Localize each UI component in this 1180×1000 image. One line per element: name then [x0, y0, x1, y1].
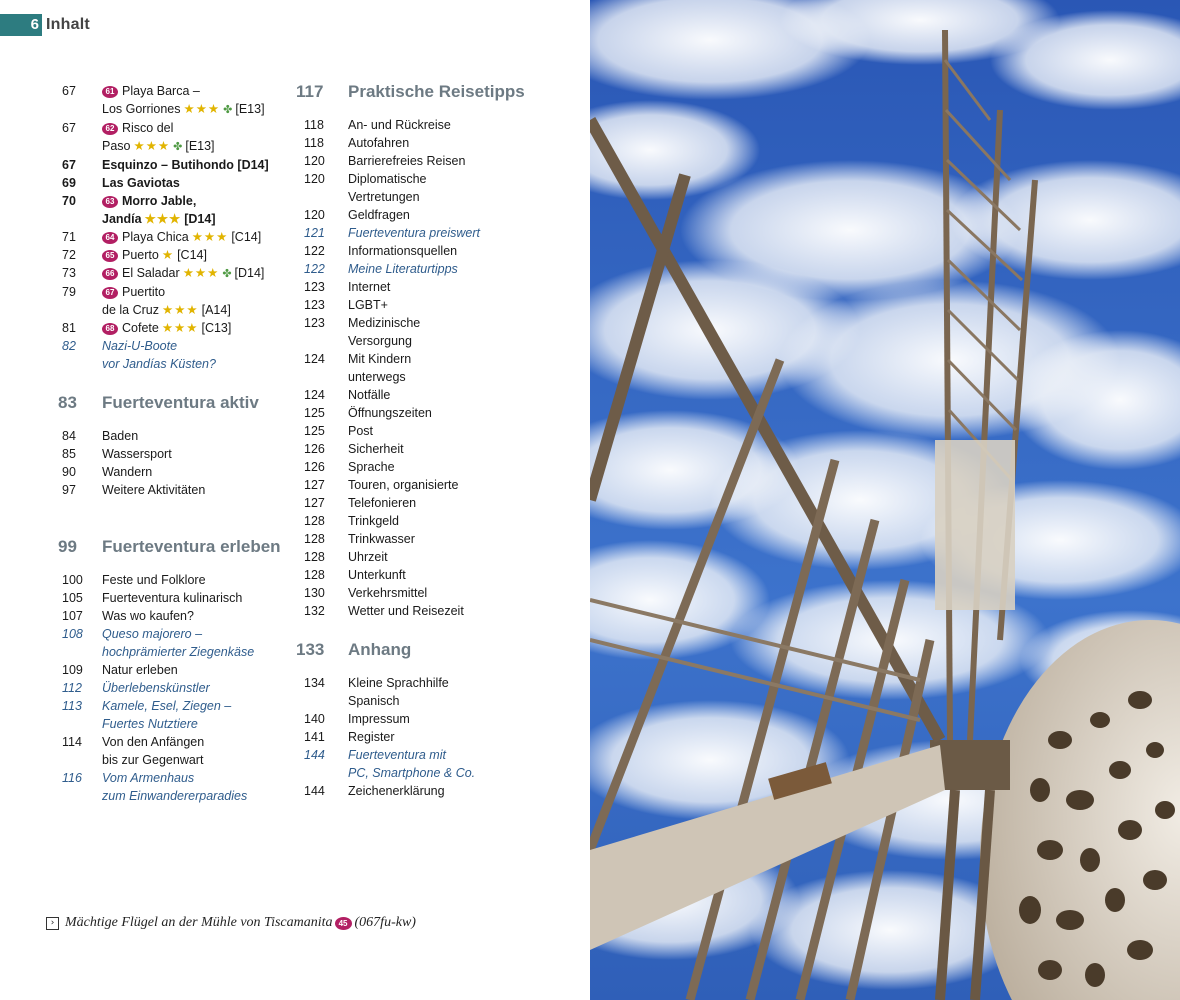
entry-text: Baden	[102, 429, 139, 443]
page-ref: 105	[62, 591, 83, 605]
page-ref: 144	[304, 784, 325, 798]
toc-entry[interactable]	[296, 224, 536, 242]
toc-entry[interactable]	[58, 661, 283, 679]
page-ref: 118	[304, 136, 324, 150]
page-ref: 67	[62, 121, 76, 135]
poi-badge: 63	[102, 196, 118, 208]
page-ref: 90	[62, 465, 76, 479]
grid-ref: [E13]	[185, 139, 215, 153]
page-ref: 128	[304, 532, 325, 546]
entry-text: Queso majorero –	[102, 627, 203, 641]
toc-entry[interactable]	[296, 170, 536, 206]
section-heading-anhang[interactable]	[296, 640, 536, 660]
entry-text: Kleine Sprachhilfe	[348, 676, 449, 690]
poi-badge: 67	[102, 287, 118, 299]
toc-entry[interactable]	[58, 481, 283, 499]
entry-text: Sprache	[348, 460, 395, 474]
entry-text: Trinkgeld	[348, 514, 399, 528]
entry-text: Spanisch	[348, 694, 400, 708]
section-title: Praktische Reisetipps	[348, 82, 525, 101]
entry-text: Trinkwasser	[348, 532, 415, 546]
entry-text: Weitere Aktivitäten	[102, 483, 206, 497]
entry-text: Playa Chica	[122, 230, 189, 244]
toc-entry[interactable]	[58, 445, 283, 463]
section-title: Fuerteventura erleben	[102, 537, 281, 556]
entry-text: vor Jandías Küsten?	[102, 357, 216, 371]
page-ref: 132	[304, 604, 325, 618]
toc-entry[interactable]	[296, 134, 536, 152]
grid-ref: [C14]	[177, 248, 207, 262]
page-ref: 81	[62, 321, 76, 335]
entry-text: Diplomatische	[348, 172, 427, 186]
toc-entry[interactable]	[296, 458, 536, 476]
toc-entry[interactable]	[296, 476, 536, 494]
entry-text: Internet	[348, 280, 391, 294]
entry-text: de la Cruz	[102, 303, 159, 317]
page-ref: 120	[304, 172, 325, 186]
toc-entry[interactable]	[58, 319, 283, 337]
entry-text: Risco del	[122, 121, 174, 135]
page-ref: 84	[62, 429, 76, 443]
toc-column-left	[58, 82, 283, 805]
entry-text: Fuerteventura mit	[348, 748, 446, 762]
entry-text: Esquinzo – Butihondo [D14]	[102, 158, 269, 172]
entry-text: Geldfragen	[348, 208, 410, 222]
caption-text: Mächtige Flügel an der Mühle von Tiscamanita	[65, 915, 333, 930]
toc-entry[interactable]	[58, 119, 283, 156]
toc-entry[interactable]	[296, 584, 536, 602]
entry-text: PC, Smartphone & Co.	[348, 766, 476, 780]
grid-ref: [C14]	[231, 230, 262, 244]
page-ref: 73	[62, 266, 76, 280]
entry-text: unterwegs	[348, 370, 406, 384]
poi-badge: 45	[335, 917, 352, 930]
toc-entry[interactable]	[296, 422, 536, 440]
page-ref: 123	[304, 280, 325, 294]
toc-entry[interactable]	[58, 192, 283, 228]
toc-entry[interactable]	[58, 174, 283, 192]
toc-entry[interactable]	[58, 571, 283, 589]
clover-icon: ✤	[173, 141, 183, 153]
page-ref: 130	[304, 586, 325, 600]
toc-entry[interactable]	[296, 116, 536, 134]
entry-text: Medizinische	[348, 316, 421, 330]
entry-text: Vom Armenhaus	[102, 771, 195, 785]
entry-text: Was wo kaufen?	[102, 609, 194, 623]
rating-stars-icon: ★★★	[133, 139, 171, 153]
grid-ref: [D14]	[234, 266, 265, 280]
toc-entry[interactable]	[296, 152, 536, 170]
page-ref: 120	[304, 154, 325, 168]
entry-text: Zeichenerklärung	[348, 784, 445, 798]
page-ref: 79	[62, 285, 76, 299]
sail-board	[935, 440, 1015, 610]
section-heading-reisetipps[interactable]	[296, 82, 536, 102]
entry-text: Wassersport	[102, 447, 172, 461]
toc-entry[interactable]	[296, 314, 536, 350]
page-ref: 124	[304, 388, 325, 402]
page-ref: 127	[304, 478, 325, 492]
toc-entry[interactable]	[58, 589, 283, 607]
toc-entry[interactable]	[296, 494, 536, 512]
entry-text: Autofahren	[348, 136, 410, 150]
toc-entry[interactable]	[58, 156, 283, 174]
page-ref: 67	[62, 158, 76, 172]
toc-entry[interactable]	[296, 566, 536, 584]
entry-text: LGBT+	[348, 298, 388, 312]
entry-text: Paso	[102, 139, 131, 153]
entry-text: Öffnungszeiten	[348, 406, 432, 420]
page-ref: 71	[62, 230, 76, 244]
entry-text: Versorgung	[348, 334, 412, 348]
page-ref: 121	[304, 226, 325, 240]
page-ref: 122	[304, 262, 325, 276]
entry-text: Fuertes Nutztiere	[102, 717, 198, 731]
clover-icon: ✤	[222, 268, 232, 280]
rating-stars-icon: ★★★	[191, 230, 229, 244]
poi-badge: 61	[102, 86, 118, 98]
toc-entry[interactable]	[58, 733, 283, 769]
entry-text: Barrierefreies Reisen	[348, 154, 466, 168]
section-page: 133	[296, 640, 325, 659]
toc-entry[interactable]	[58, 625, 283, 661]
entry-text: Playa Barca –	[122, 84, 200, 98]
windmill-photo	[590, 0, 1180, 1000]
entry-text: Register	[348, 730, 395, 744]
toc-entry[interactable]	[58, 697, 283, 733]
entry-text: Morro Jable,	[122, 194, 197, 208]
entry-text: Wetter und Reisezeit	[348, 604, 464, 618]
entry-text: Jandía	[102, 212, 142, 226]
page-ref: 70	[62, 194, 76, 208]
section-page: 99	[58, 537, 77, 556]
photo-caption	[46, 915, 416, 931]
entry-text: Telefonieren	[348, 496, 417, 510]
page-header	[0, 14, 90, 36]
toc-entry[interactable]	[296, 512, 536, 530]
page-ref: 134	[304, 676, 325, 690]
page-ref: 128	[304, 568, 325, 582]
entry-text: Vertretungen	[348, 190, 420, 204]
entry-text: Unterkunft	[348, 568, 406, 582]
grid-ref: [E13]	[235, 102, 265, 116]
section-title: Fuerteventura aktiv	[102, 393, 259, 412]
toc-entry[interactable]	[296, 296, 536, 314]
poi-badge: 62	[102, 123, 118, 135]
entry-text: Las Gaviotas	[102, 176, 180, 190]
section-heading-aktiv[interactable]	[58, 393, 283, 413]
page-ref: 82	[62, 339, 76, 353]
toc-entry[interactable]	[58, 246, 283, 264]
rating-stars-icon: ★★★	[183, 102, 221, 116]
entry-text: Notfälle	[348, 388, 391, 402]
page-ref: 108	[62, 627, 83, 641]
rating-stars-icon: ★★★	[161, 303, 199, 317]
page-ref: 72	[62, 248, 76, 262]
toc-entry[interactable]	[58, 607, 283, 625]
page-ref: 128	[304, 514, 325, 528]
entry-text: Natur erleben	[102, 663, 178, 677]
rating-stars-icon: ★★★	[182, 266, 220, 280]
toc-entry[interactable]	[296, 674, 536, 710]
windmill-image	[590, 0, 1180, 1000]
section-title: Anhang	[348, 640, 412, 659]
page-ref: 125	[304, 406, 325, 420]
toc-entry[interactable]	[296, 350, 536, 386]
entry-text: Sicherheit	[348, 442, 404, 456]
entry-text: El Saladar	[122, 266, 180, 280]
toc-entry[interactable]	[296, 386, 536, 404]
entry-text: Cofete	[122, 321, 159, 335]
page-number: 6	[0, 14, 42, 36]
entry-text: hochprämierter Ziegenkäse	[102, 645, 255, 659]
toc-entry[interactable]	[296, 746, 536, 782]
entry-text: Impressum	[348, 712, 410, 726]
poi-badge: 64	[102, 232, 118, 244]
clover-icon: ✤	[223, 104, 233, 116]
page-ref: 97	[62, 483, 76, 497]
page-ref: 126	[304, 442, 325, 456]
entry-text: Nazi-U-Boote	[102, 339, 178, 353]
page-ref: 125	[304, 424, 325, 438]
grid-ref: [A14]	[201, 303, 231, 317]
entry-text: Uhrzeit	[348, 550, 388, 564]
poi-badge: 65	[102, 250, 118, 262]
page-ref: 122	[304, 244, 325, 258]
toc-column-right	[296, 82, 536, 800]
page-ref: 116	[62, 771, 82, 785]
toc-entry[interactable]	[58, 463, 283, 481]
grid-ref: [C13]	[201, 321, 232, 335]
entry-text: Verkehrsmittel	[348, 586, 428, 600]
page-ref: 107	[62, 609, 83, 623]
toc-entry[interactable]	[58, 228, 283, 246]
entry-text: Meine Literaturtipps	[348, 262, 458, 276]
entry-text: Informationsquellen	[348, 244, 458, 258]
toc-entry[interactable]	[58, 769, 283, 805]
entry-text: Kamele, Esel, Ziegen –	[102, 699, 232, 713]
page-ref: 109	[62, 663, 83, 677]
toc-entry[interactable]	[296, 710, 536, 728]
entry-text: Überlebenskünstler	[102, 681, 210, 695]
page-ref: 124	[304, 352, 325, 366]
page-ref: 114	[62, 735, 82, 749]
page-ref: 100	[62, 573, 83, 587]
entry-text: Fuerteventura kulinarisch	[102, 591, 243, 605]
entry-text: Mit Kindern	[348, 352, 412, 366]
entry-text: Puertito	[122, 285, 166, 299]
entry-text: bis zur Gegenwart	[102, 753, 204, 767]
poi-badge: 66	[102, 268, 118, 280]
toc-entry[interactable]	[58, 283, 283, 319]
rating-stars-icon: ★★★	[161, 321, 199, 335]
entry-text: Post	[348, 424, 374, 438]
entry-text: zum Einwandererparadies	[102, 789, 248, 803]
page-ref: 127	[304, 496, 325, 510]
toc-entry[interactable]	[58, 264, 283, 283]
toc-entry[interactable]	[296, 728, 536, 746]
page-ref: 141	[304, 730, 325, 744]
toc-entry[interactable]	[296, 260, 536, 278]
entry-text: Los Gorriones	[102, 102, 181, 116]
section-heading-erleben[interactable]	[58, 537, 283, 557]
entry-text: An- und Rückreise	[348, 118, 451, 132]
caption-code: (067fu-kw)	[354, 915, 416, 930]
entry-text: Von den Anfängen	[102, 735, 205, 749]
toc-entry[interactable]	[296, 404, 536, 422]
rating-stars-icon: ★★★	[144, 212, 182, 226]
page-ref: 123	[304, 298, 325, 312]
toc-entry[interactable]	[296, 206, 536, 224]
poi-badge: 68	[102, 323, 118, 335]
arrow-right-icon: ›	[46, 917, 59, 930]
page-ref: 85	[62, 447, 76, 461]
section-page: 83	[58, 393, 77, 412]
grid-ref: [D14]	[184, 212, 216, 226]
page-ref: 113	[62, 699, 82, 713]
page-ref: 69	[62, 176, 76, 190]
rating-stars-icon: ★	[161, 248, 175, 262]
toc-entry[interactable]	[58, 337, 283, 373]
page-ref: 67	[62, 84, 76, 98]
toc-entry[interactable]	[296, 530, 536, 548]
entry-text: Touren, organisierte	[348, 478, 459, 492]
page-ref: 120	[304, 208, 325, 222]
page-ref: 140	[304, 712, 325, 726]
toc-entry[interactable]	[296, 548, 536, 566]
entry-text: Wandern	[102, 465, 153, 479]
page-ref: 118	[304, 118, 324, 132]
toc-entry[interactable]	[296, 602, 536, 620]
page-ref: 112	[62, 681, 82, 695]
toc-entry[interactable]	[58, 679, 283, 697]
page-ref: 126	[304, 460, 325, 474]
page-ref: 123	[304, 316, 325, 330]
entry-text: Puerto	[122, 248, 159, 262]
toc-entry[interactable]	[296, 278, 536, 296]
page-ref: 128	[304, 550, 325, 564]
toc-entry[interactable]	[296, 782, 536, 800]
page-title: Inhalt	[46, 16, 90, 33]
entry-text: Feste und Folklore	[102, 573, 206, 587]
toc-entry[interactable]	[58, 427, 283, 445]
section-page: 117	[296, 82, 324, 101]
toc-entry[interactable]	[296, 440, 536, 458]
toc-entry[interactable]	[58, 82, 283, 119]
page-ref: 144	[304, 748, 325, 762]
toc-entry[interactable]	[296, 242, 536, 260]
entry-text: Fuerteventura preiswert	[348, 226, 481, 240]
